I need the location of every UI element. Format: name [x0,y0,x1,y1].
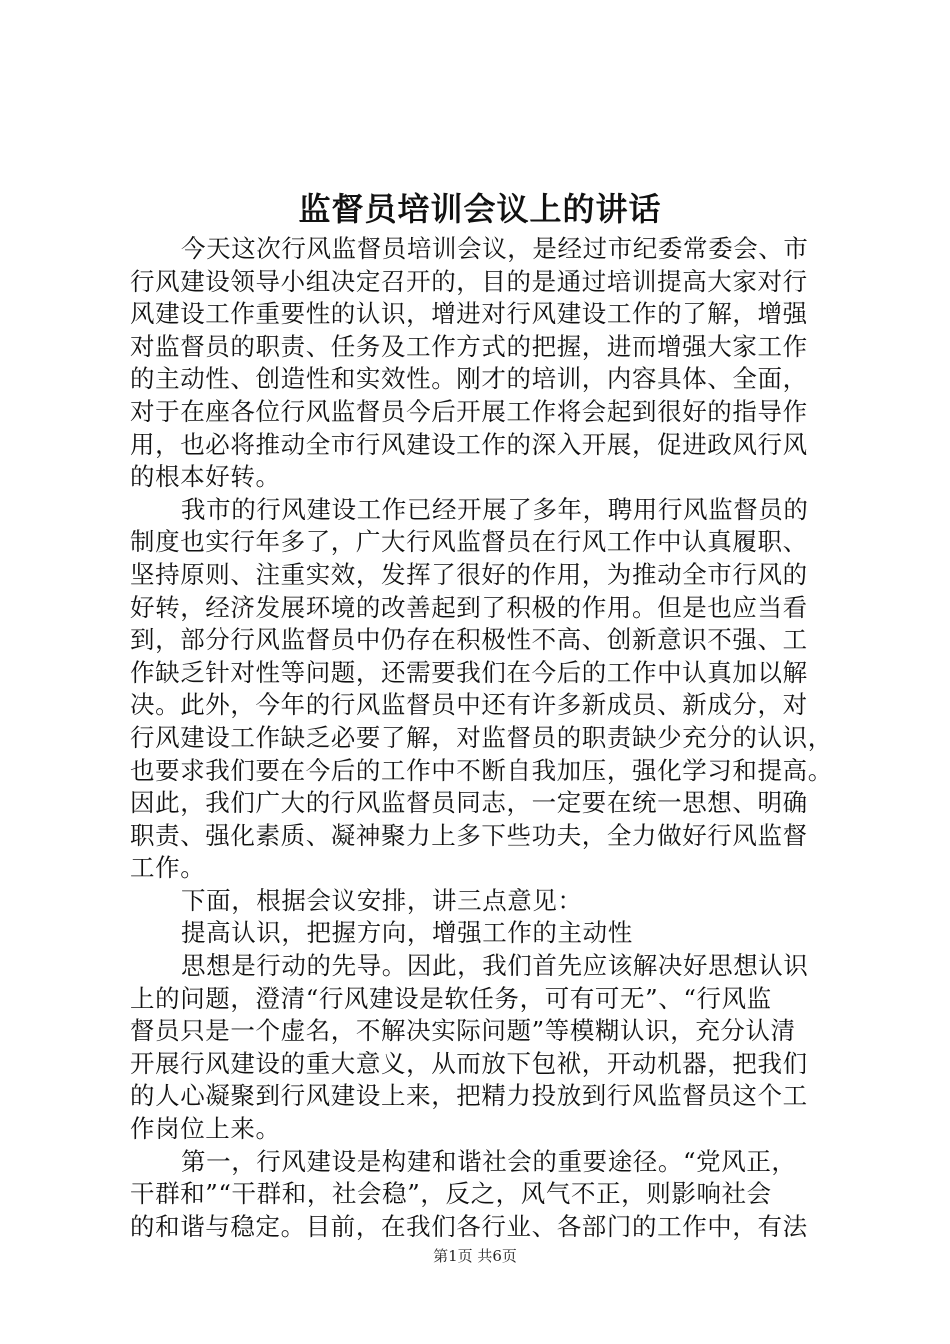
text-line: 我市的行风建设工作已经开展了多年，聘用行风监督员的 [181,494,809,524]
text-line: 作岗位上来。 [130,1114,281,1144]
text-line: 工作。 [130,853,206,883]
text-line: 今天这次行风监督员培训会议，是经过市纪委常委会、市 [181,234,809,263]
text-line: 行风建设领导小组决定召开的，目的是通过培训提高大家对行 [130,266,808,296]
text-line: 干群和”“干群和，社会稳”，反之，风气不正，则影响社会 [130,1179,772,1209]
page-footer: 第1页 共6页 [433,1247,517,1265]
text-line: 因此，我们广大的行风监督员同志，一定要在统一思想、明确 [130,788,808,818]
text-line: 下面，根据会议安排，讲三点意见： [181,885,583,915]
text-line: 用，也必将推动全市行风建设工作的深入开展，促进政风行风 [130,429,808,459]
text-line: 作缺乏针对性等问题，还需要我们在今后的工作中认真加以解 [130,657,808,687]
text-line: 的和谐与稳定。目前，在我们各行业、各部门的工作中，有法 [130,1211,808,1241]
text-line: 到，部分行风监督员中仍存在积极性不高、创新意识不强、工 [130,625,808,655]
text-line: 对监督员的职责、任务及工作方式的把握，进而增强大家工作 [130,331,808,361]
text-line: 的人心凝聚到行风建设上来，把精力投放到行风监督员这个工 [130,1081,808,1111]
text-line: 对于在座各位行风监督员今后开展工作将会起到很好的指导作 [130,396,808,426]
text-line: 决。此外，今年的行风监督员中还有许多新成员、新成分，对 [130,690,808,720]
text-line: 好转，经济发展环境的改善起到了积极的作用。但是也应当看 [130,592,808,622]
text-line: 坚持原则、注重实效，发挥了很好的作用，为推动全市行风的 [130,559,808,589]
document-title: 监督员培训会议上的讲话 [298,190,662,228]
text-line: 的主动性、创造性和实效性。刚才的培训，内容具体、全面， [130,364,808,394]
section-heading: 提高认识，把握方向，增强工作的主动性 [181,918,633,948]
text-line: 开展行风建设的重大意义，从而放下包袱，开动机器，把我们 [130,1048,808,1078]
text-line: 思想是行动的先导。因此，我们首先应该解决好思想认识 [181,951,809,981]
text-line: 风建设工作重要性的认识，增进对行风建设工作的了解，增强 [130,299,808,329]
text-line: 第一，行风建设是构建和谐社会的重要途径。“党风正， [181,1146,797,1176]
text-line: 也要求我们要在今后的工作中不断自我加压，强化学习和提高。 [130,755,833,785]
text-line: 职责、强化素质、凝神聚力上多下些功夫，全力做好行风监督 [130,820,808,850]
document-body [130,233,832,1243]
text-line: 制度也实行年多了，广大行风监督员在行风工作中认真履职、 [130,527,808,557]
text-line: 行风建设工作缺乏必要了解，对监督员的职责缺少充分的认识， [130,722,833,752]
text-line: 的根本好转。 [130,462,281,492]
text-line: 督员只是一个虚名，不解决实际问题”等模糊认识，充分认清 [130,1016,796,1046]
text-line: 上的问题，澄清“行风建设是软任务，可有可无”、“行风监 [130,983,772,1013]
